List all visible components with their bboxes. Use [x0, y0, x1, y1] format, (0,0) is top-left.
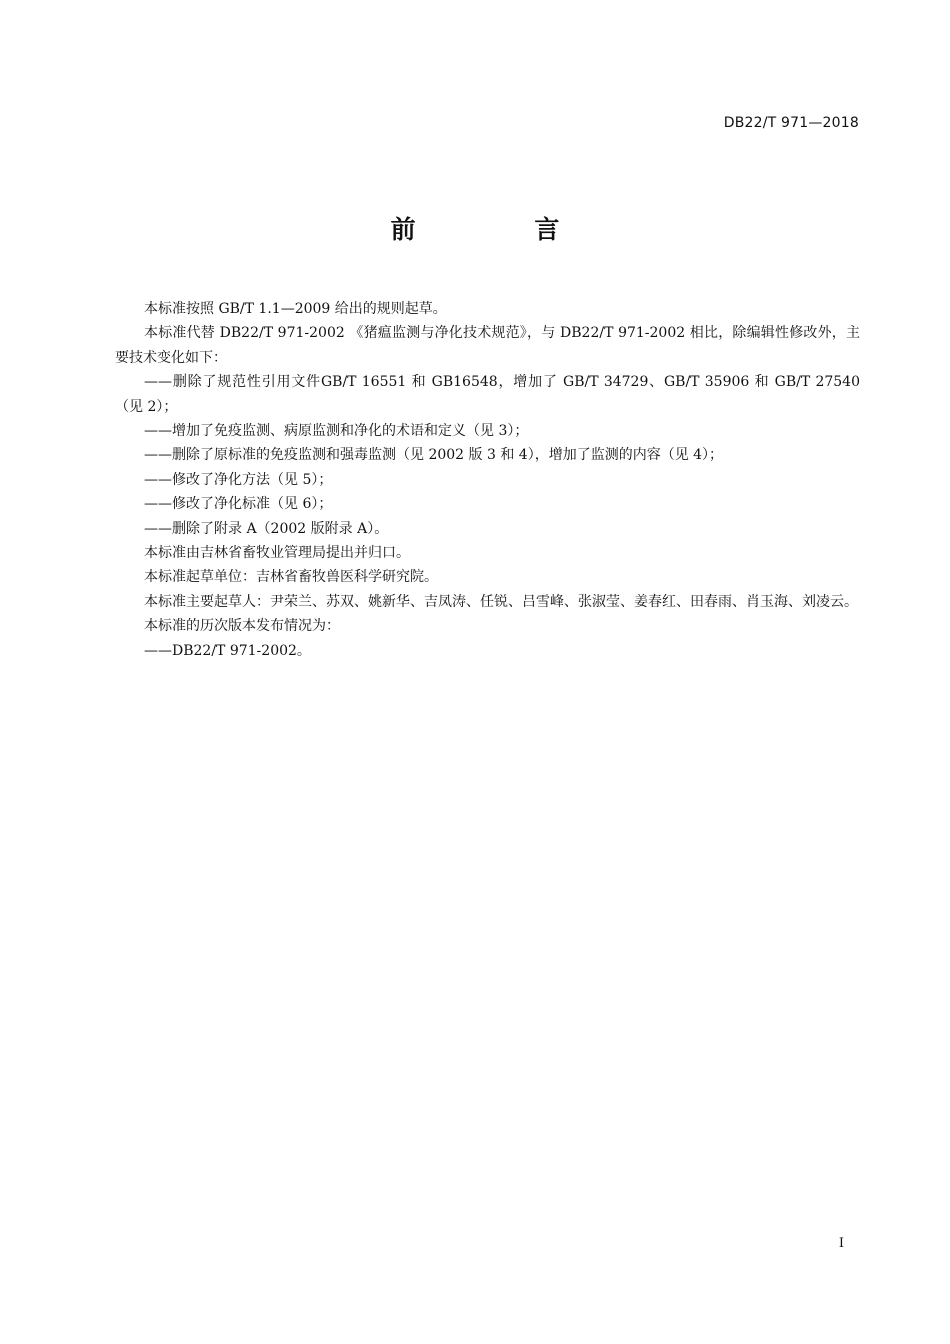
page-number: I: [838, 1236, 844, 1251]
standard-code-header: DB22/T 971—2018: [723, 115, 859, 131]
page-title: 前 言: [390, 215, 615, 244]
paragraph-proposer: 本标准由吉林省畜牧业管理局提出并归口。: [144, 545, 410, 562]
change-item-method: ——修改了净化方法（见 5）；: [144, 471, 333, 488]
paragraph-drafting-unit: 本标准起草单位：吉林省畜牧兽医科学研究院。: [144, 569, 438, 586]
paragraph-history-intro: 本标准的历次版本发布情况为：: [144, 618, 340, 635]
history-item: ——DB22/T 971-2002。: [144, 642, 311, 659]
change-item-monitoring: ——删除了原标准的免疫监测和强毒监测（见 2002 版 3 和 4），增加了监测的内容（见 4）；: [144, 447, 724, 464]
change-item-terms: ——增加了免疫监测、病原监测和净化的术语和定义（见 3）；: [144, 423, 529, 440]
change-item-appendix: ——删除了附录 A（2002 版附录 A）。: [144, 520, 389, 537]
paragraph-replacement: 本标准代替 DB22/T 971-2002 《猪瘟监测与净化技术规范》，与 DB22/T 971-2002 相比，除编辑性修改外，主要技术变化如下：: [115, 325, 860, 366]
paragraph-drafters: 本标准主要起草人：尹荣兰、苏双、姚新华、吉凤涛、任锐、吕雪峰、张淑莹、姜春红、田春雨、肖玉海、刘凌云。: [144, 593, 858, 610]
foreword-body: [115, 297, 860, 663]
change-item-references: ——删除了规范性引用文件GB/T 16551 和 GB16548，增加了 GB/T 34729、GB/T 35906 和 GB/T 27540（见 2）；: [115, 374, 860, 415]
paragraph-drafting-rules: 本标准按照 GB/T 1.1—2009 给出的规则起草。: [144, 301, 447, 317]
change-item-standard: ——修改了净化标准（见 6）；: [144, 496, 333, 513]
